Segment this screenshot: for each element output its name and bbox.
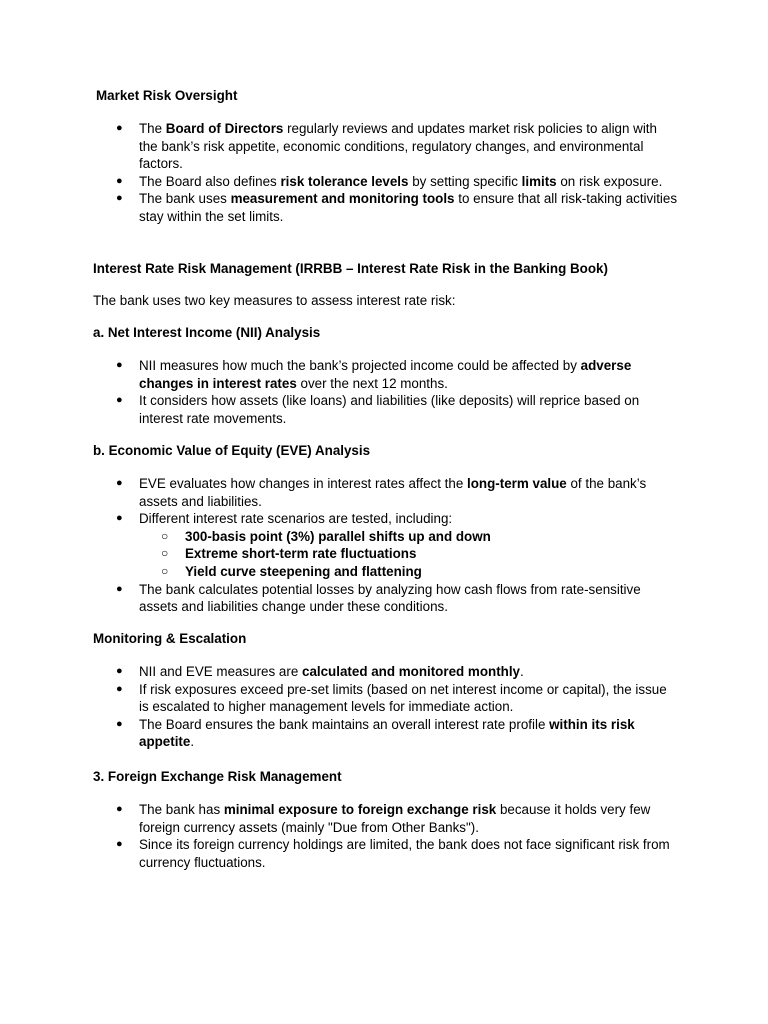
hollow-bullet-icon: ○	[161, 546, 169, 561]
bullet-icon: ●	[116, 582, 123, 595]
list-item: ● The Board of Directors regularly reviews and updates market risk policies to align with the bank’s risk appetite, economic conditions, regulatory changes, and environmental factors.	[116, 121, 657, 172]
bullet-icon: ●	[116, 122, 123, 134]
bullet-icon: ●	[116, 477, 123, 489]
list-item: ● If risk exposures exceed pre-set limits (based on net interest income or capital), the issue is escalated to higher management levels for immediate action.	[116, 681, 667, 715]
bullet-icon: ●	[116, 394, 123, 407]
bullet-icon: ●	[116, 665, 123, 677]
heading-fx-risk: 3. Foreign Exchange Risk Management	[93, 769, 342, 784]
nii-list	[0, 357, 768, 427]
list-item: ● NII measures how much the bank’s projected income could be affected by adverse changes in interest rates over the next 12 months.	[116, 358, 632, 391]
bullet-icon: ●	[116, 682, 123, 695]
list-item: ● It considers how assets (like loans) and liabilities (like deposits) will reprice based on interest rate movements.	[116, 393, 640, 426]
bullet-icon: ●	[116, 717, 123, 730]
irrbb-intro: The bank uses two key measures to assess interest rate risk:	[93, 293, 456, 308]
list-item: ● NII and EVE measures are calculated and monitored monthly.	[116, 664, 524, 679]
monitoring-list	[0, 663, 768, 751]
sub-list-item: ○ Yield curve steepening and flattening	[161, 563, 422, 579]
heading-nii-analysis: a. Net Interest Income (NII) Analysis	[93, 325, 321, 340]
bullet-icon: ●	[116, 192, 123, 205]
list-item: ● The bank has minimal exposure to foreign exchange risk because it holds very few foreign currency assets (mainly "Due from Other Banks").	[116, 802, 651, 835]
bullet-icon: ●	[116, 838, 123, 851]
heading-irrbb: Interest Rate Risk Management (IRRBB – Interest Rate Risk in the Banking Book)	[93, 261, 608, 276]
list-item: ● The bank calculates potential losses by analyzing how cash flows from rate-sensitive assets and liabilities change under these conditions.	[116, 581, 641, 615]
fx-list	[0, 801, 768, 871]
hollow-bullet-icon: ○	[161, 563, 169, 578]
heading-eve-analysis: b. Economic Value of Equity (EVE) Analysis	[93, 443, 371, 458]
bullet-icon: ●	[116, 803, 123, 815]
bullet-icon: ●	[116, 174, 123, 187]
sub-list-item: ○ 300-basis point (3%) parallel shifts up and down	[161, 528, 491, 544]
list-item: ● Since its foreign currency holdings are limited, the bank does not face significant risk from currency fluctuations.	[116, 837, 670, 870]
list-item: ● EVE evaluates how changes in interest rates affect the long-term value of the bank’s assets and liabilities.	[116, 476, 647, 509]
list-item: ● The bank uses measurement and monitoring tools to ensure that all risk-taking activities stay within the set limits.	[116, 191, 678, 224]
sub-list-item: ○ Extreme short-term rate fluctuations	[161, 546, 417, 562]
bullet-icon: ●	[116, 359, 123, 371]
list-item: ● The Board ensures the bank maintains an overall interest rate profile within its risk appetite.	[116, 716, 635, 750]
bullet-icon: ●	[116, 512, 123, 525]
market-risk-list	[0, 120, 768, 226]
list-item: ● Different interest rate scenarios are tested, including:	[116, 511, 453, 527]
heading-monitoring-escalation: Monitoring & Escalation	[93, 631, 247, 646]
list-item: ● The Board also defines risk tolerance levels by setting specific limits on risk exposure.	[116, 173, 663, 189]
heading-market-risk-oversight: Market Risk Oversight	[96, 88, 238, 103]
hollow-bullet-icon: ○	[161, 528, 169, 543]
eve-list	[0, 475, 768, 616]
